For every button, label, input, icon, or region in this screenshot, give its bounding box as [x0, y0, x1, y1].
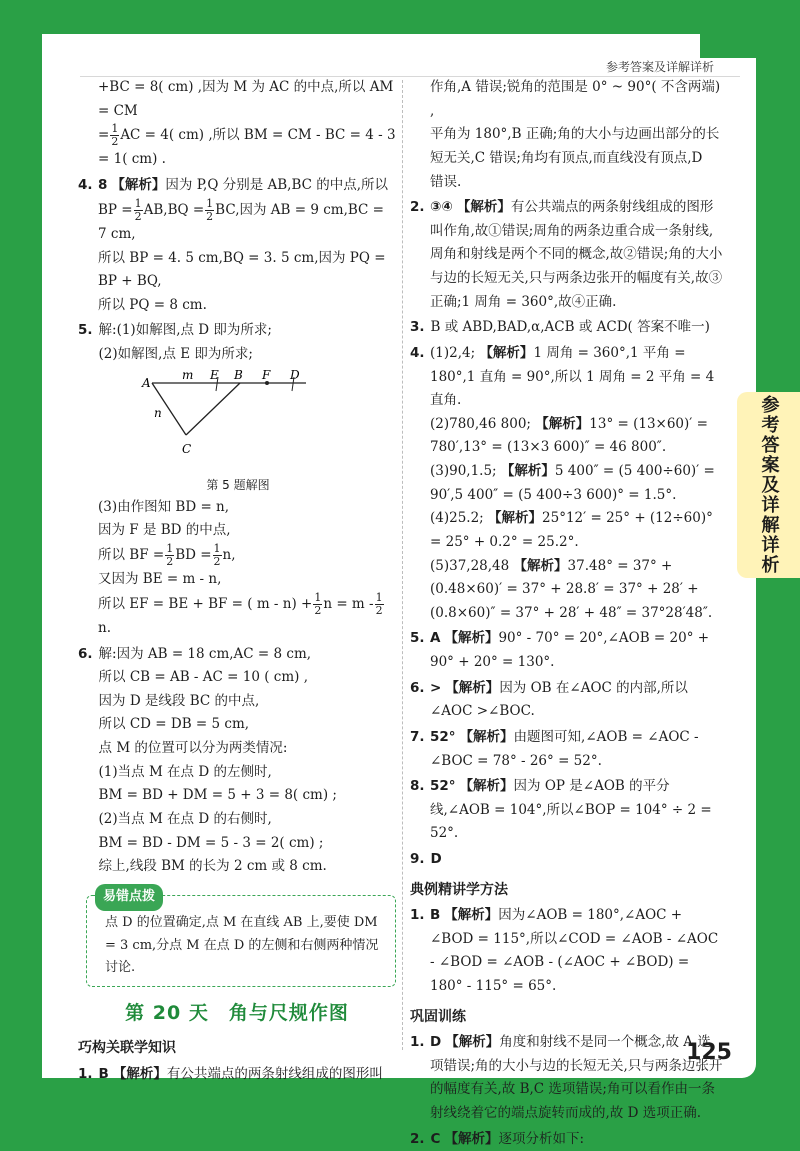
side-tab-label: 参考答案及详解详析 — [758, 395, 780, 575]
page-number: 125 — [686, 1040, 732, 1065]
label-m: m — [182, 368, 194, 382]
fraction: $\frac{1}{2}$ — [134, 196, 142, 223]
section-heading: 典例精讲学方法 — [410, 881, 508, 898]
answer-item: 8. 52° 【解析】因为 OP 是∠AOB 的平分线,∠AOB = 104°,所以∠BOP = 104° ÷ 2 = 52°. — [410, 778, 712, 842]
running-header: 参考答案及详解详析 — [605, 60, 714, 74]
answer-item: 5. A 【解析】90° - 70° = 20°,∠AOB = 20° + 90° + 20° = 130°. — [410, 630, 710, 670]
tip-text: 点 D 的位置确定,点 M 在直线 AB 上,要使 DM = 3 cm,分点 M 在点 D 的左侧和右侧两种情况讨论. — [105, 914, 379, 976]
answer-item: 4. 8 【解析】因为 P,Q 分别是 AB,BC 的中点,所以 BP = $\frac{1}{2}$ AB,BQ = $\frac{1}{2}$ BC,因为 AB = 9 cm,BC = 7 cm, 所以 BP = 4. 5 cm,BQ = 3. 5 cm,因为 PQ = BP + BQ, 所以 PQ = 8 cm. — [78, 174, 396, 317]
solution-block: (3)由作图知 BD = n, 因为 F 是 BD 的中点, 所以 BF = $\frac{1}{2}$ BD = $\frac{1}{2}$ n, 又因为 BE = m - n, 所以 EF = BE + BF = ( m - n) + $\frac{1}{2}$ n = m - $\frac{1}{2}$ n. — [98, 498, 383, 636]
item-number: 6. — [78, 645, 93, 662]
label-a: A — [142, 375, 151, 390]
left-column — [78, 76, 396, 1086]
text-line: = $\frac{1}{2}$ AC = 4( cm) ,所以 BM = CM - BC = 4 - 3 = 1( cm) . — [98, 122, 396, 168]
column-divider — [402, 80, 403, 1050]
answer-item: 2. ③④ 【解析】有公共端点的两条射线组成的图形叫作角,故①错误;周角的两条边重合成一条射线,周角和射线是两个不同的概念,故②错误;角的大小与边的长短无关,只与两条边张开的幅度有关,故③正确;1 周角 = 360°,故④正确. — [410, 199, 723, 310]
tip-callout — [86, 888, 396, 987]
analysis-tag: 【解析】 — [111, 177, 166, 194]
text-line: +BC = 8( cm) ,因为 M 为 AC 的中点,所以 AM = CM — [98, 79, 394, 119]
segment-cb — [186, 383, 240, 435]
answer-item: 5. 解:(1)如解图,点 D 即为所求; (2)如解图,点 E 即为所求; — [78, 319, 396, 366]
answer-item: 1. B 【解析】因为∠AOB = 180°,∠AOC + ∠BOD = 115°,所以∠COD = ∠AOB - ∠AOC - ∠BOD = ∠AOB - (∠AOC + ∠BOD) = 180° - 115° = 65°. — [410, 907, 719, 994]
answer-item: 6. 解:因为 AB = 18 cm,AC = 8 cm, 所以 CB = AB - AC = 10 ( cm) , 因为 D 是线段 BC 的中点, 所以 CD = DB = 5 cm, 点 M 的位置可以分为两类情况: (1)当点 M 在点 D 的左侧时, BM = BD + DM = 5 + 3 = 8( cm) ; (2)当点 M 在点 D 的右侧时, BM = BD - DM = 5 - 3 = 2( cm) ; 综上,线段 BM 的长为 2 cm 或 8 cm. — [78, 643, 396, 879]
fraction: $\frac{1}{2}$ — [111, 122, 119, 149]
geometry-figure — [130, 369, 330, 475]
right-column — [410, 76, 724, 1151]
answer-item: 6. > 【解析】因为 OB 在∠AOC 的内部,所以∠AOC >∠BOC. — [410, 679, 688, 720]
figure-svg — [130, 369, 330, 475]
label-c: C — [182, 441, 192, 456]
answer-item: 1. B 【解析】有公共端点的两条射线组成的图形叫 — [78, 1063, 396, 1087]
section-heading: 巩固训练 — [410, 1008, 466, 1025]
label-d: D — [290, 368, 300, 382]
item-number: 1. — [78, 1065, 93, 1082]
chapter-title: 第 20 天 角与尺规作图 — [125, 1002, 349, 1024]
tip-tag: 易错点拨 — [95, 884, 163, 911]
answer-item: 9. D — [410, 851, 442, 867]
label-b: B — [234, 368, 243, 382]
page-corner — [700, 34, 800, 58]
item-number: 5. — [78, 322, 93, 339]
answer-item: 7. 52° 【解析】由题图可知,∠AOB = ∠AOC - ∠BOC = 78° - 26° = 52°. — [410, 728, 699, 769]
answer-item: 2. C 【解析】逐项分析如下: — [410, 1130, 585, 1147]
figure-caption: 第 5 题解图 — [206, 477, 270, 492]
answer-item: 3. B 或 ABD,BAD,α,ACB 或 ACD( 答案不唯一) — [410, 319, 710, 336]
label-n: n — [154, 405, 162, 420]
item-number: 4. — [78, 177, 93, 194]
label-e: E — [210, 368, 219, 382]
side-tab — [737, 392, 800, 578]
answer-item: 4. (1)2,4; 【解析】1 周角 = 360°,1 平角 = 180°,1 直角 = 90°,所以 1 周角 = 2 平角 = 4 直角. (2)780,46 800; 【解析】13° = (13×60)′ = 780′,13° = (13×3 600)″ = 46 800″. (3)90,1.5; 【解析】5 400″ = (5 400÷60)′ = 90′,5 400″ = (5 400÷3 600)° = 1.5°. (4)25.2; 【解析】25°12′ = 25° + (12÷60)° = 25° + 0.2° = 25.2°. (5)37,28,48 【解析】37.48° = 37° + (0.48×60)′ = 37° + 28.8′ = 37° + 28′ + (0.8×60)″ = 37° + 28′ + 48″ = 37°28′48″. — [410, 344, 715, 621]
answer: 8 — [98, 177, 108, 194]
fraction: $\frac{1}{2}$ — [206, 196, 214, 223]
continued-text: 作角,A 错误;锐角的范围是 0° ~ 90°( 不含两端) , 平角为 180°,B 正确;角的大小与边画出部分的长 短无关,C 错误;角均有顶点,而直线没有顶点,D 错误. — [430, 79, 721, 190]
answer-item: 1. D 【解析】角度和射线不是同一个概念,故 A 选项错误;角的大小与边的长短无关,只与两条边张开的幅度有关,故 B,C 选项错误;角可以看作由一条射线绕着它的端点旋转而成的,故 D 选项正确. — [410, 1034, 723, 1121]
section-heading: 巧构关联学知识 — [78, 1040, 176, 1057]
label-f: F — [262, 368, 271, 382]
